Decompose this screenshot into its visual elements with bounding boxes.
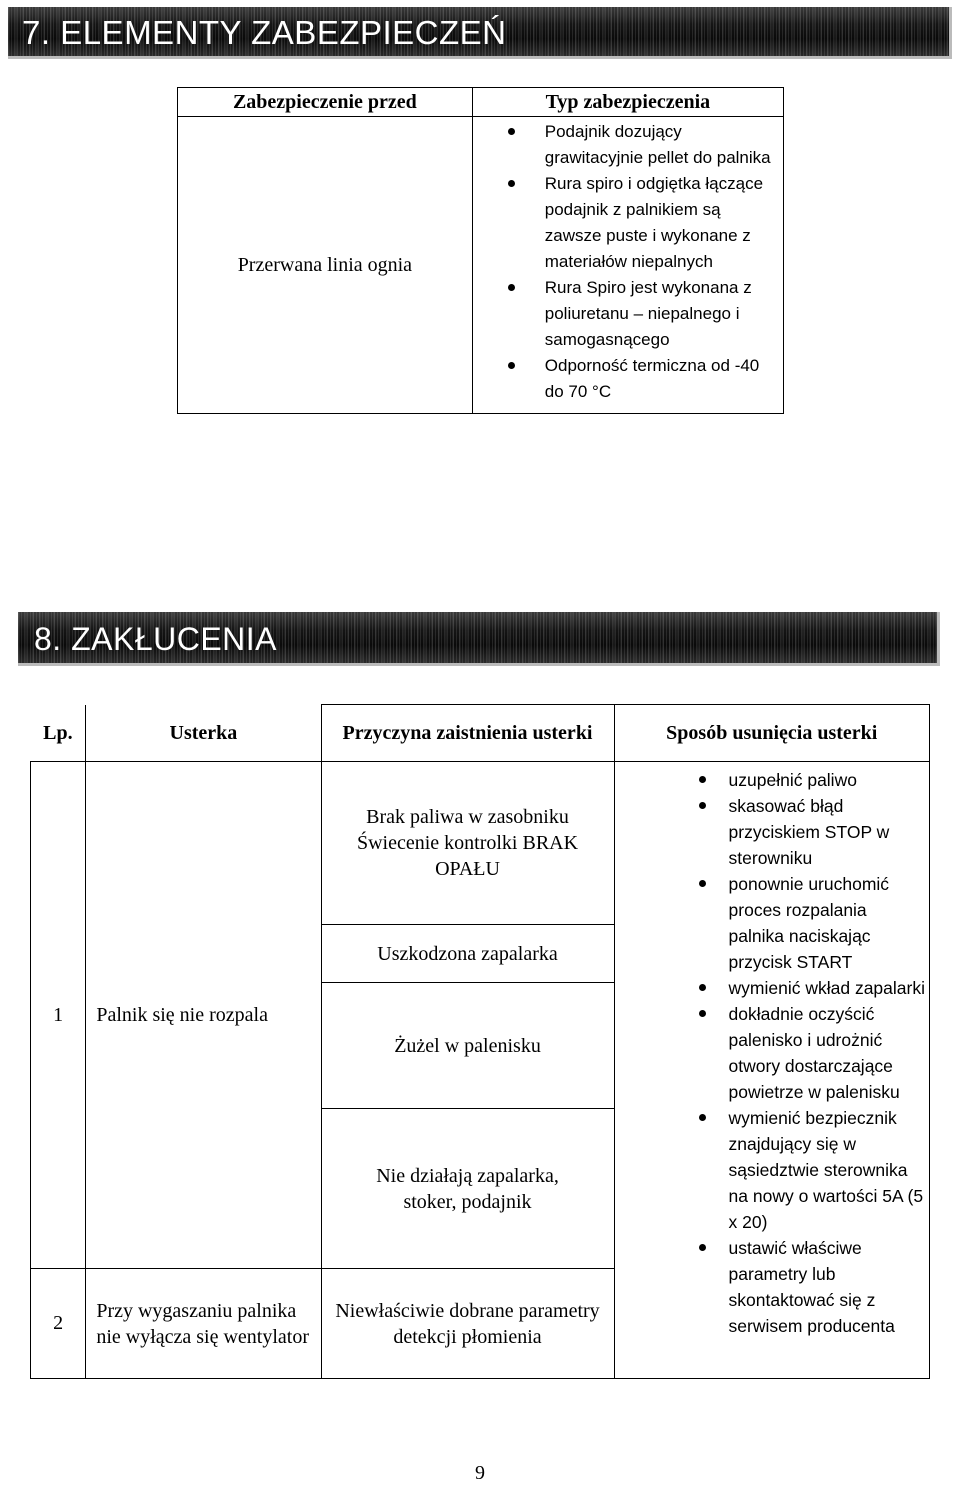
protection-table <box>177 87 784 414</box>
table-row <box>31 762 930 925</box>
list-item: wymienić wkład zapalarki <box>615 975 925 1001</box>
remedy-cell <box>614 762 929 1379</box>
header-protection-type: Typ zabezpieczenia <box>472 88 783 117</box>
header-lp: Lp. <box>31 705 86 762</box>
row-2-fault: Przy wygaszaniu palnika nie wyłącza się wentylator <box>86 1269 321 1379</box>
table-row <box>178 117 784 414</box>
header-protection-against: Zabezpieczenie przed <box>178 88 473 117</box>
list-item: wymienić bezpiecznik znajdujący się w sąsiedztwie sterownika na nowy o wartości 5A (5 x 20) <box>615 1105 925 1235</box>
protection-type-list <box>473 117 783 413</box>
remedy-list <box>615 762 929 1344</box>
protection-table-header <box>178 88 784 117</box>
list-item: ponownie uruchomić proces rozpalania palnika naciskając przycisk START <box>615 871 925 975</box>
list-item: ustawić właściwe parametry lub skontaktować się z serwisem producenta <box>615 1235 925 1339</box>
list-item: Podajnik dozujący grawitacyjnie pellet do palnika <box>473 119 777 171</box>
section-7-banner <box>8 7 952 59</box>
section-8-banner <box>18 612 940 666</box>
row-1-cause-3: Żużel w palenisku <box>321 983 614 1109</box>
faults-table-header <box>31 705 930 762</box>
list-item: Rura spiro i odgiętka łączące podajnik z palnikiem są zawsze puste i wykonane z materiałów niepalnych <box>473 171 777 275</box>
row-1-fault: Palnik się nie rozpala <box>86 762 321 1269</box>
page-number: 9 <box>475 1462 485 1484</box>
row-1-cause-2: Uszkodzona zapalarka <box>321 925 614 983</box>
row-1-cause-4: Nie działają zapalarka, stoker, podajnik <box>321 1109 614 1269</box>
section-7-title: 7. ELEMENTY ZABEZPIECZEŃ <box>22 14 507 51</box>
row-2-lp: 2 <box>31 1269 86 1379</box>
list-item: uzupełnić paliwo <box>615 767 925 793</box>
list-item: skasować błąd przyciskiem STOP w sterowniku <box>615 793 925 871</box>
list-item: Odporność termiczna od -40 do 70 °C <box>473 353 777 405</box>
header-cause: Przyczyna zaistnienia usterki <box>321 705 614 762</box>
list-item: Rura Spiro jest wykonana z poliuretanu – niepalnego i samogasnącego <box>473 275 777 353</box>
section-8-title: 8. ZAKŁUCENIA <box>34 621 278 657</box>
row-1-lp: 1 <box>31 762 86 1269</box>
hazard-cell: Przerwana linia ognia <box>178 117 473 414</box>
row-2-cause: Niewłaściwie dobrane parametry detekcji płomienia <box>321 1269 614 1379</box>
list-item: dokładnie oczyścić palenisko i udrożnić otwory dostarczające powietrze w palenisku <box>615 1001 925 1105</box>
protection-type-cell <box>472 117 783 414</box>
faults-table <box>30 704 930 1379</box>
header-fault: Usterka <box>86 705 321 762</box>
row-1-cause-1: Brak paliwa w zasobniku Świecenie kontrolki BRAK OPAŁU <box>321 762 614 925</box>
header-remedy: Sposób usunięcia usterki <box>614 705 929 762</box>
